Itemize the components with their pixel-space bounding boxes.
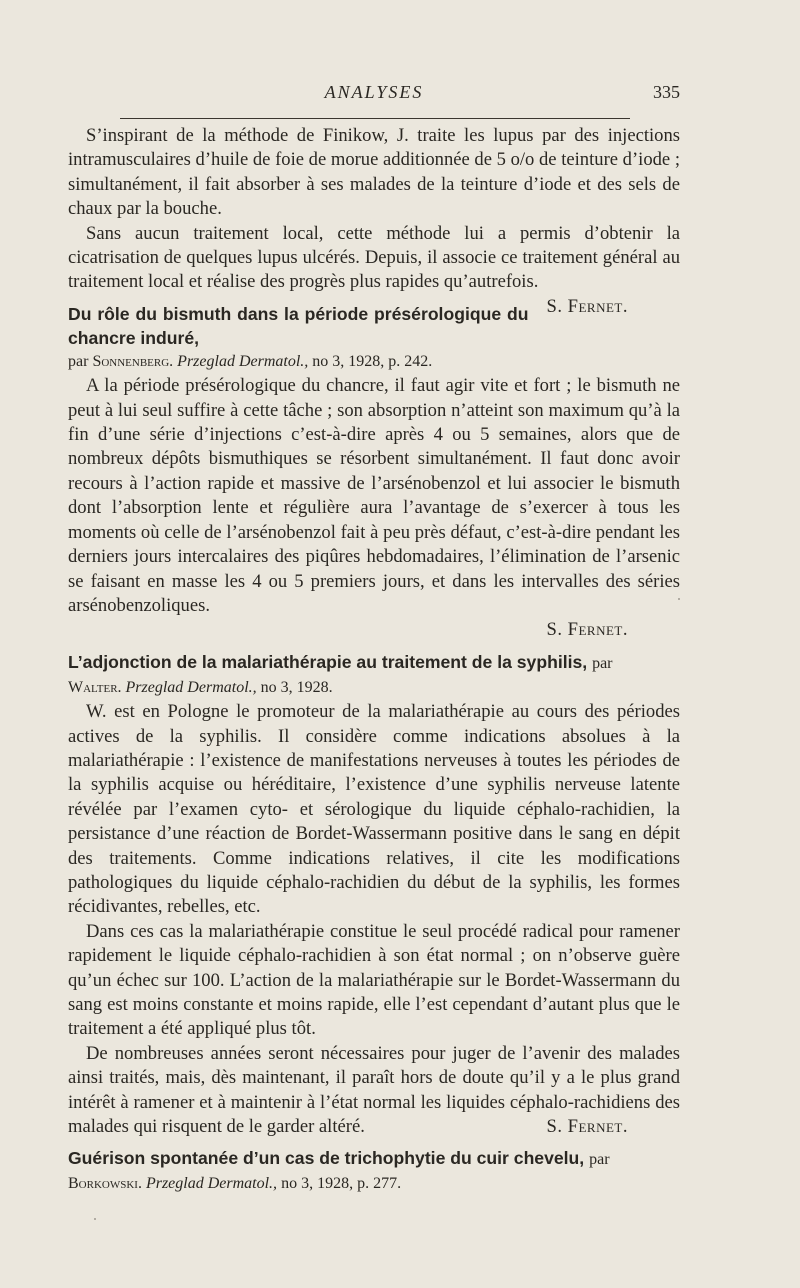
entry1-paragraph-1: S’inspirant de la méthode de Finikow, J. traite les lupus par des injections intramusculaires d’huile de foie de morue additionnée de 5 o/o de teinture d’iode ; simultanément, il fait absorber à ses malades de la teinture d’iode et des sels de chaux par la bouche.: [68, 125, 680, 220]
entry3-reference: [68, 676, 680, 700]
entry3-paragraph-2: Dans ces cas la malariathérapie constitue le seul procédé radical pour ramener rapidement le liquide céphalo-rachidien à son état normal ; on n’observe guère qu’un échec sur 100. L’action de la malariathérapie sur le Bordet-Wassermann du sang est moins constante et moins rapide, elle l’est cependant d’autant plus que le traitement a été appliqué plus tôt.: [68, 920, 680, 1040]
entry2-ref-prefix: par: [68, 352, 89, 370]
entry1-signature: S. Fernet.: [546, 295, 628, 317]
entry3-author: Walter.: [68, 678, 122, 696]
page-number: 335: [653, 82, 680, 102]
entry2-title-text: Du rôle du bismuth dans la période présérologique du chancre induré,: [68, 303, 529, 348]
paper-speck: [94, 1218, 96, 1220]
entry1-paragraph-2-text: Sans aucun traitement local, cette méthode lui a permis d’obtenir la cicatrisation de quelques lupus ulcérés. Depuis, il associe ce traitement général au traitement local et réalise des progrès plus rapides qu’autrefois.: [68, 222, 680, 293]
entry4-journal: Przeglad Dermatol.,: [145, 1175, 278, 1193]
entry3-title-text: L’adjonction de la malariathérapie au traitement de la syphilis,: [68, 651, 588, 672]
entry4-title-text: Guérison spontanée d’un cas de trichophytie du cuir chevelu,: [68, 1148, 585, 1169]
entry4-ref-prefix: par: [589, 1151, 610, 1169]
entry2-paragraph: A la période présérologique du chancre, il faut agir vite et fort ; le bismuth ne peut à lui seul suffire à cette tâche ; son absorption n’atteint son maximum qu’à la fin d’une série d’injections c’est-à-dire après 4 ou 5 semaines, alors que de nombreux dépôts bismuthiques se résorbent simultanément. Il faut donc avoir recours à l’action rapide et massive de l’arsénobenzol et lui associer le bismuth dont l’absorption lente et régulière aura l’avantage de s’exercer à tous les moments où celle de l’arsénobenzol fait à peu près défaut, c’est-à-dire pendant les derniers jours intercalaires des piqûres hebdomadaires, l’élimination de l’arsenic se faisant en masse les 4 ou 5 premiers jours, et dans les intervalles des séries arsénobenzoliques.: [68, 375, 680, 616]
header-rule: [120, 118, 630, 119]
entry3-paragraph-3-text: De nombreuses années seront nécessaires pour juger de l’avenir des malades ainsi traités, mais, dès maintenant, il paraît hors de doute qu’il y a le plus grand intérêt à ramener et à maintenir à l’état normal les liquides céphalo-rachidiens des malades qui risquent de le garder altéré.: [68, 1042, 680, 1138]
running-title: ANALYSES: [324, 82, 424, 102]
entry4-ref-details: no 3, 1928, p. 277.: [281, 1175, 402, 1193]
page-body: [68, 124, 680, 1197]
entry2-signature: S. Fernet.: [546, 619, 628, 641]
paper-speck: [678, 598, 680, 600]
entry3-journal: Przeglad Dermatol.,: [125, 678, 257, 696]
entry3-title: [68, 650, 680, 676]
entry2-reference: [68, 350, 680, 374]
entry2-ref-details: no 3, 1928, p. 242.: [312, 352, 433, 370]
entry3-ref-details: no 3, 1928.: [260, 678, 333, 696]
entry2-journal: Przeglad Dermatol.,: [177, 352, 309, 370]
entry3-ref-prefix: par: [592, 654, 613, 672]
entry1-paragraph-2: [68, 222, 680, 317]
entry2-author: Sonnenberg.: [92, 352, 174, 370]
page-header: [68, 82, 680, 110]
entry4-title: [68, 1146, 680, 1172]
entry4-reference: [68, 1172, 680, 1196]
entry3-paragraph-1: W. est en Pologne le promoteur de la malariathérapie au cours des périodes actives de la syphilis. Il considère comme indications absolues à la malariathérapie : l’existence de manifestations nerveuses à toutes les périodes de la syphilis acquise ou héréditaire, l’existence d’une syphilis nerveuse latente révélée par l’examen cyto- et sérologique du liquide céphalo-rachidien, la persistance d’une réaction de Bordet-Wassermann positive dans le sang en dépit des traitements. Comme indications relatives, il cite les modifications pathologiques du liquide céphalo-rachidien du début de la syphilis, les formes récidivantes, rebelles, etc.: [68, 701, 680, 918]
entry3-signature: S. Fernet.: [546, 1116, 628, 1138]
entry3-paragraph-3: [68, 1042, 680, 1140]
entry4-author: Borkowski.: [68, 1175, 142, 1193]
